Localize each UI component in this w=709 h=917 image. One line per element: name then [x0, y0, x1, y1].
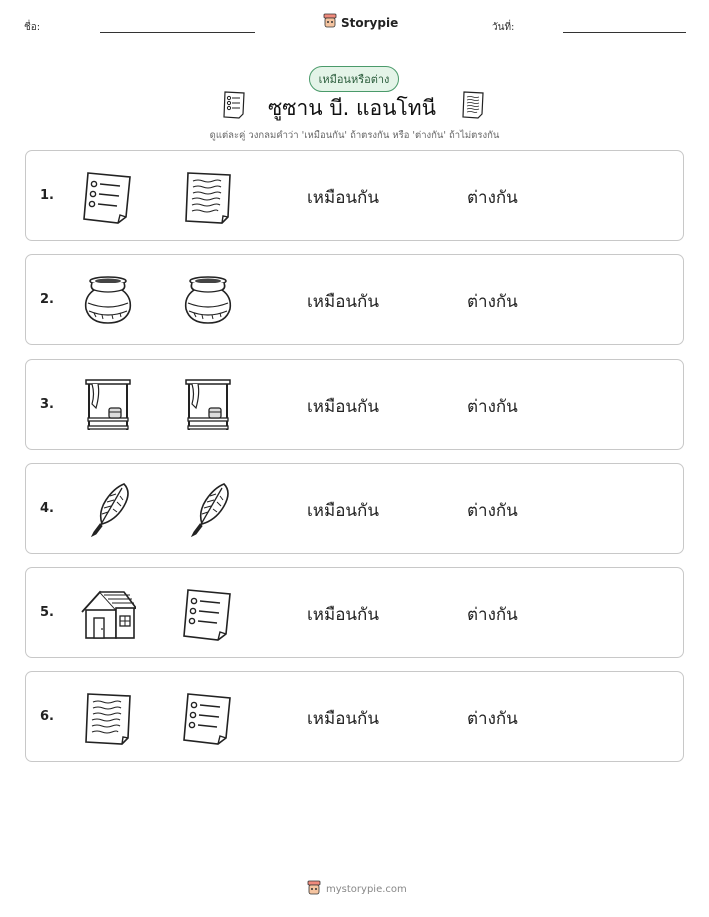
different-option[interactable]: ต่างกัน: [467, 709, 518, 729]
storypie-mascot-icon: [323, 13, 337, 32]
brand-logo: [323, 13, 398, 32]
different-option[interactable]: ต่างกัน: [467, 605, 518, 625]
question-number: 5.: [40, 605, 54, 620]
checklist-icon: [222, 90, 248, 124]
question-row: [25, 150, 684, 241]
brand-name: Storypie: [341, 15, 399, 30]
different-option[interactable]: ต่างกัน: [467, 397, 518, 417]
checklist-icon: [80, 169, 136, 225]
name-label: ชื่อ:: [24, 22, 41, 33]
date-label: วันที่:: [492, 22, 515, 33]
same-option[interactable]: เหมือนกัน: [307, 188, 379, 208]
storypie-mascot-icon: [307, 880, 321, 898]
house-icon: [80, 586, 136, 642]
different-option[interactable]: ต่างกัน: [467, 292, 518, 312]
question-number: 1.: [40, 188, 54, 203]
same-option[interactable]: เหมือนกัน: [307, 397, 379, 417]
window-table-icon: [180, 378, 236, 434]
same-option[interactable]: เหมือนกัน: [307, 709, 379, 729]
same-option[interactable]: เหมือนกัน: [307, 292, 379, 312]
question-number: 6.: [40, 709, 54, 724]
question-number: 4.: [40, 501, 54, 516]
pot-icon: [180, 273, 236, 329]
different-option[interactable]: ต่างกัน: [467, 188, 518, 208]
pot-icon: [80, 273, 136, 329]
document-icon: [461, 90, 487, 124]
question-row: [25, 671, 684, 762]
document-icon: [180, 169, 236, 225]
date-line[interactable]: [563, 32, 686, 33]
different-option[interactable]: ต่างกัน: [467, 501, 518, 521]
worksheet-type-badge: เหมือนหรือต่าง: [309, 66, 399, 92]
same-option[interactable]: เหมือนกัน: [307, 605, 379, 625]
window-table-icon: [80, 378, 136, 434]
question-number: 3.: [40, 397, 54, 412]
quill-icon: [80, 482, 136, 538]
same-option[interactable]: เหมือนกัน: [307, 501, 379, 521]
question-row: [25, 254, 684, 345]
footer: [307, 880, 407, 898]
question-row: [25, 463, 684, 554]
question-row: [25, 359, 684, 450]
instructions-text: ดูแต่ละคู่ วงกลมคำว่า 'เหมือนกัน' ถ้าตรงกัน หรือ 'ต่างกัน' ถ้าไม่ตรงกัน: [209, 130, 500, 141]
checklist-icon: [180, 690, 236, 746]
document-icon: [80, 690, 136, 746]
name-line[interactable]: [100, 32, 255, 33]
footer-site-link[interactable]: mystorypie.com: [326, 883, 407, 895]
worksheet-title: ซูซาน บี. แอนโทนี: [268, 96, 436, 120]
question-number: 2.: [40, 292, 54, 307]
question-row: [25, 567, 684, 658]
quill-icon: [180, 482, 236, 538]
checklist-icon: [180, 586, 236, 642]
